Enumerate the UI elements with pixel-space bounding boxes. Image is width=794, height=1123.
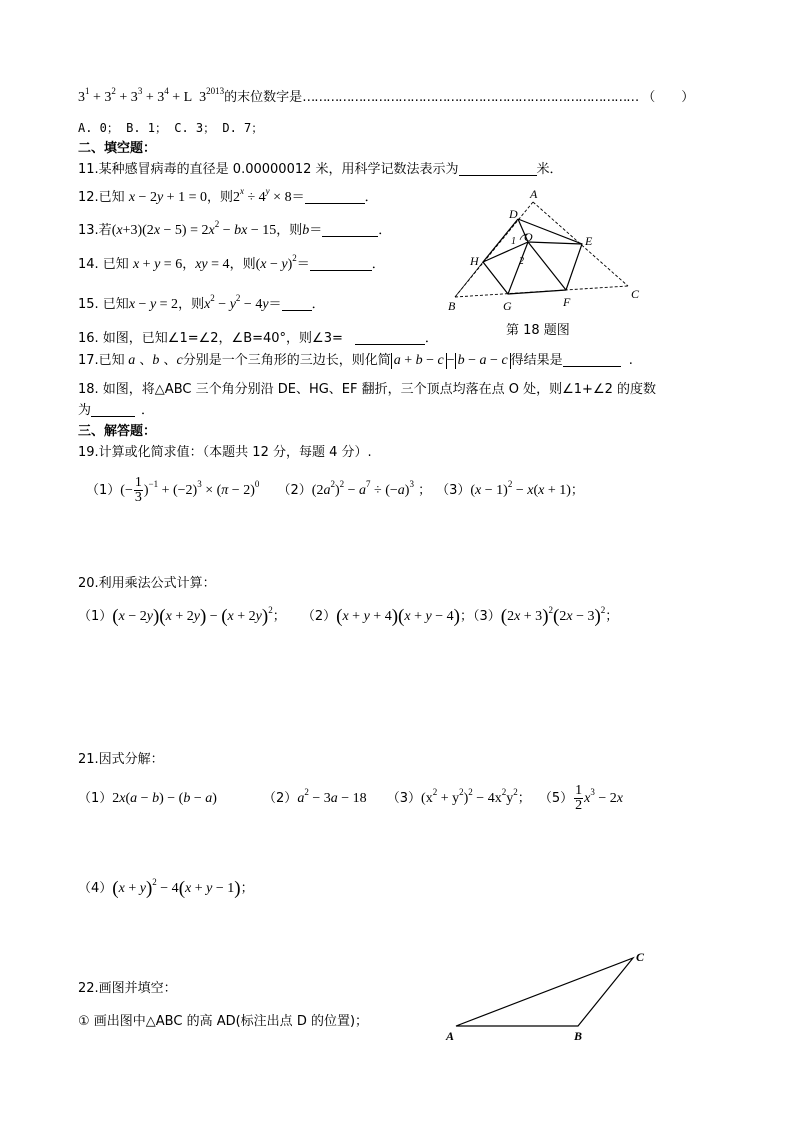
q22-item1: ① 画出图中△ABC 的高 AD(标注出点 D 的位置)； bbox=[78, 1014, 369, 1029]
figure18-label-1: 1 bbox=[511, 236, 516, 247]
q21-p1-label: （1） bbox=[78, 791, 113, 806]
q14-then: ，则 bbox=[229, 257, 256, 272]
q21-p5-label: （5） bbox=[538, 791, 574, 806]
q18-answer-blank[interactable] bbox=[91, 402, 135, 417]
q21-p2-expr: $a^2 - 3a - 18$ bbox=[297, 787, 367, 806]
figure18-label-G: G bbox=[503, 299, 512, 313]
figure22-label-B: B bbox=[574, 1029, 583, 1043]
q15-then: ，则 bbox=[178, 297, 205, 312]
figure18-label-F: F bbox=[563, 295, 571, 309]
figure18-label-2: 2 bbox=[519, 256, 524, 267]
q20-p1-expr: $(x - 2y)(x + 2y) - (x + 2y)^2$ bbox=[112, 605, 273, 627]
q21-problems: （1）2x(a − b) − (b − a) $(2)a^2 - 3a - 18$ $(3)(x^2 + y^2)^2 - 4x^2y^2$； （5） $\frac{1}{2}$ $x^3 - 2x$ bbox=[78, 783, 623, 814]
q17-abs2: b − a − c bbox=[455, 353, 511, 369]
q19-p2-expr: $(2a^2)^2 - a^7 \div (-a)^3$ bbox=[311, 479, 414, 498]
q10-answer-paren: （ ） bbox=[642, 90, 695, 105]
q12-answer-blank[interactable] bbox=[305, 189, 365, 204]
q12-condition: x bbox=[128, 190, 136, 205]
q14-answer-blank[interactable] bbox=[310, 256, 372, 271]
q20-p1-label: （1） bbox=[78, 609, 113, 624]
q20-p3-expr: $(2x + 3)^2(2x - 3)^2$ bbox=[500, 605, 606, 627]
q11-text: 11.某种感冒病毒的直径是 0.00000012 米，用科学记数法表示为 bbox=[78, 162, 459, 177]
q12-num: 12.已知 bbox=[78, 190, 125, 205]
q13-answer-blank[interactable] bbox=[322, 222, 378, 237]
q21-p4-label: （4） bbox=[78, 881, 113, 896]
q19-p1-expr: (− $\frac{1}{3}$ )$^{-1} + (-2)^3 \times (\pi - 2)^0$ bbox=[120, 475, 260, 506]
q12-expression: $2^x \div 4^y \times 8$ bbox=[232, 186, 292, 205]
q21-p5-expr: $\frac{1}{2}$ $x^3 - 2x$ bbox=[575, 783, 623, 814]
q20-problems: $(1)(x - 2y)(x + 2y) - (x + 2y)^2$； （2）(x + y + 4)(x + y − 4)；$(3)(2x + 3)^2(2x - 3)^2$； bbox=[78, 605, 619, 627]
q21-p4-line: $(4)(x + y)^2 - 4(x + y - 1)$； bbox=[78, 877, 254, 899]
figure18-label-B: B bbox=[448, 299, 456, 313]
figure18-label-H: H bbox=[470, 254, 479, 268]
q18-for: 为 bbox=[78, 403, 92, 418]
q20-p2-expr: (x + y + 4)(x + y − 4) bbox=[336, 606, 460, 627]
q12-then: ，则 bbox=[206, 190, 233, 205]
q19-p2-label: （2） bbox=[277, 483, 312, 498]
figure18-label-E: E bbox=[585, 234, 593, 248]
q17-line: 17.已知 a 、b 、c分别是一个三角形的三边长，则化简 a + b − c − b − a − c 得结果是 . bbox=[78, 353, 633, 368]
q13-line: 13.若$(x+3)(2x - 5) = 2x^2$ − bx − 15，则b＝ ． bbox=[78, 219, 392, 238]
q19-title: 19.计算或化简求值：（本题共 12 分，每题 4 分）. bbox=[78, 445, 372, 460]
q10-expression: $3^1 + 3^2 + 3^3 + 3^4 + L$ $3^{2013}$ bbox=[78, 86, 225, 105]
q18-period: ． bbox=[141, 403, 155, 418]
q14-equals: ＝ bbox=[296, 257, 310, 272]
q19-problems: （1）(− $\frac{1}{3}$ )$^{-1} + (-2)^3 \times (\pi - 2)^0$ $(2)(2a^2)^2 - a^7 \div (-a)^3$ ； $(3)(x - 1)^2 - x(x + 1)$； bbox=[86, 475, 584, 506]
q20-title: 20.利用乘法公式计算： bbox=[78, 576, 216, 591]
q21-title: 21.因式分解： bbox=[78, 752, 164, 767]
q15-answer-blank[interactable] bbox=[282, 296, 312, 311]
q21-p4-expr: $(x + y)^2 - 4(x + y - 1)$ bbox=[112, 877, 241, 899]
figure18-dashed-triangle bbox=[455, 202, 628, 297]
figure18-fold-lines bbox=[455, 262, 508, 297]
q20-p2-label: （2） bbox=[301, 609, 337, 624]
q11-answer-blank[interactable] bbox=[459, 161, 537, 176]
q17-vars: a bbox=[124, 353, 136, 368]
q13-num: 13.若 bbox=[78, 223, 112, 238]
triangle-abc bbox=[456, 958, 633, 1026]
q13-then: ，则 bbox=[276, 223, 303, 238]
q17-abs1: a + b − c bbox=[391, 353, 447, 369]
q22-title: 22.画图并填空： bbox=[78, 981, 177, 996]
q19-p3-expr: $(x - 1)^2 - x(x + 1)$ bbox=[470, 479, 571, 498]
q14-line: 14. 已知 x + y = 6，xy = 4，则$(x - y)^2=$ ． bbox=[78, 253, 385, 272]
q11-unit: 米． bbox=[536, 162, 563, 177]
q18-line1: 18. 如图，将△ABC 三个角分别沿 DE、HG、EF 翻折，三个顶点均落在点 O 处，则∠1+∠2 的度数 bbox=[78, 382, 656, 397]
figure22-label-A: A bbox=[446, 1029, 455, 1043]
q16-line: 16. 如图，已知∠1=∠2，∠B=40°，则∠3= ． bbox=[78, 331, 438, 346]
q14-num: 14. 已知 bbox=[78, 257, 129, 272]
q15-line: 15. 已知x − y = 2，则$x^2 - y^2 - 4y=$ ． bbox=[78, 293, 325, 312]
q12-equals: ＝ bbox=[291, 190, 305, 205]
section3-heading: 三、解答题： bbox=[78, 424, 157, 439]
q17-lead: 17.已知 bbox=[78, 353, 125, 368]
q21-p1-expr: 2x(a − b) − (b − a) bbox=[112, 791, 217, 806]
q14-cond2: xy = 4 bbox=[195, 257, 230, 272]
figure18-label-C: C bbox=[631, 287, 640, 301]
q11-line bbox=[78, 161, 563, 179]
q10-question: 的末位数字是 bbox=[224, 90, 303, 105]
q13-equation: $(x+3)(2x - 5) = 2x^2$ − bx − 15 bbox=[111, 219, 277, 238]
q16-answer-blank[interactable] bbox=[355, 330, 425, 345]
q19-p1-label: （1） bbox=[86, 483, 121, 498]
q21-p3-expr: $(x^2 + y^2)^2 - 4x^2y^2$ bbox=[421, 787, 518, 806]
q17-mid: 分别是一个三角形的三边长，则化简 bbox=[182, 353, 391, 368]
q16-text: 16. 如图，已知∠1=∠2，∠B=40°，则∠3= bbox=[78, 331, 343, 346]
q14-expression: $(x - y)^2$ bbox=[255, 253, 297, 272]
q17-tail: 得结果是 bbox=[510, 353, 563, 368]
figure18-label-D: D bbox=[509, 207, 518, 221]
q19-p3-label: （3） bbox=[436, 483, 471, 498]
q20-p3-label: （3） bbox=[472, 609, 501, 624]
q10-dots: ………………………………………………………………………… bbox=[302, 90, 639, 105]
figure-22-triangle bbox=[440, 946, 660, 1046]
q10-options: A. 0； B. 1； C. 3； D. 7； bbox=[78, 121, 264, 135]
q21-p2-label: （2） bbox=[263, 791, 298, 806]
q21-p3-label: （3） bbox=[386, 791, 422, 806]
figure18-label-A: A bbox=[530, 187, 538, 201]
figure18-label-O: O bbox=[524, 230, 533, 244]
section2-heading: 二、填空题： bbox=[78, 141, 157, 156]
figure18-caption: 第 18 题图 bbox=[506, 323, 570, 338]
q14-cond1: x + y = 6 bbox=[132, 257, 183, 272]
q15-expression: $x^2 - y^2 - 4y$ bbox=[204, 293, 269, 312]
q14-comma: ， bbox=[182, 257, 196, 272]
q15-cond: x − y = 2 bbox=[128, 297, 179, 312]
figure22-label-C: C bbox=[636, 950, 645, 964]
figure-18 bbox=[440, 186, 670, 336]
q13-equals: ＝ bbox=[309, 223, 323, 238]
q15-equals: ＝ bbox=[268, 297, 282, 312]
q10-line bbox=[78, 86, 695, 107]
q17-answer-blank[interactable] bbox=[563, 352, 621, 367]
q12-line: 12.已知 x − 2y + 1 = 0，则$2^x \div 4^y \times 8=$ ． bbox=[78, 186, 378, 205]
q18-line2 bbox=[78, 402, 154, 420]
q15-num: 15. 已知 bbox=[78, 297, 129, 312]
